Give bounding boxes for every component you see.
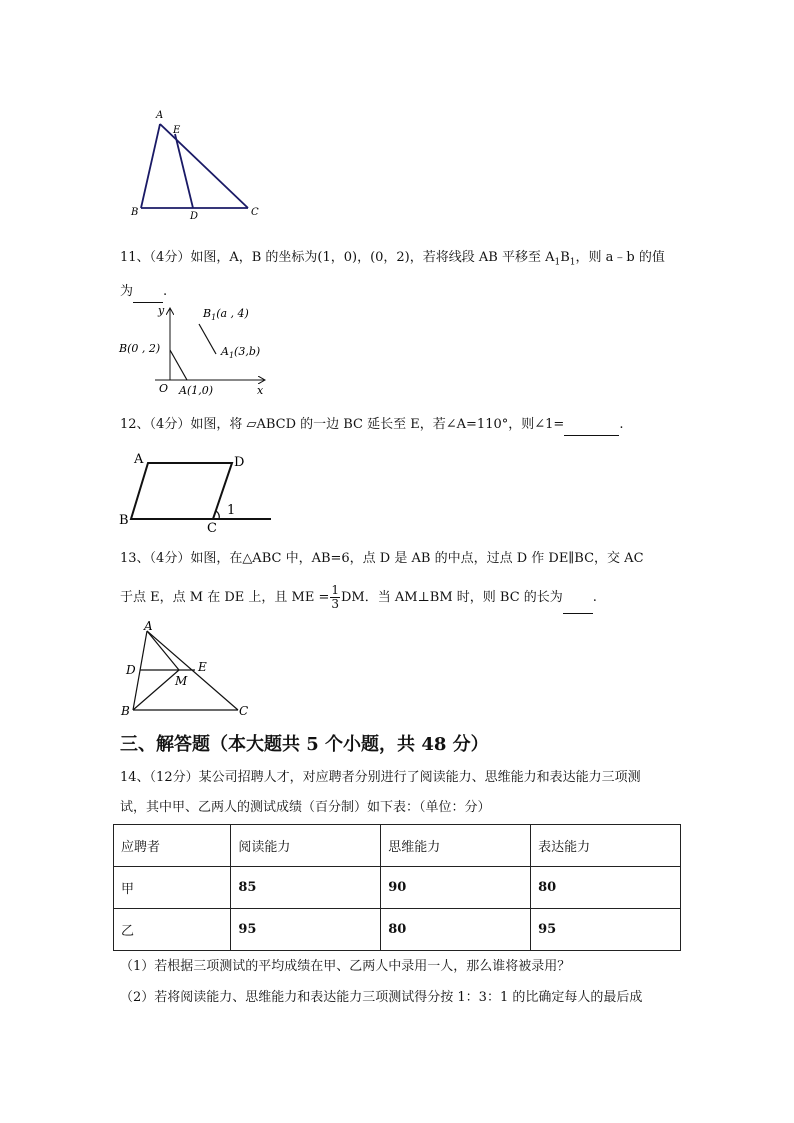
q11-end: . [163,284,168,299]
question-11-line1 [120,248,665,273]
q13-line2b: DM．当 AM⊥BM 时，则 BC 的长为 [340,590,563,605]
fig12-label-angle-1: 1 [227,503,236,518]
fig11-label-b1: $B_1(a$ , 4) [203,307,249,322]
table-header-cell: 思维能力 [381,825,531,867]
table-header-cell: 应聘者 [114,825,231,867]
question-14-part2: （2）若将阅读能力、思维能力和表达能力三项测试得分按 1：3：1 的比确定每人的最后成 [120,990,643,1005]
fig10-label-b: B [131,207,139,218]
table-cell: 80 [381,909,531,951]
table-header-row [114,825,681,867]
fig13-label-m: M [175,674,188,688]
fig10-label-d: D [190,211,199,222]
table-cell: 95 [531,909,681,951]
q14-line2: 试，其中甲、乙两人的测试成绩（百分制）如下表：（单位：分） [120,800,491,815]
question-12 [120,415,623,436]
table-row [114,867,681,909]
fig12-label-b: B [119,513,129,528]
table-cell: 95 [231,909,381,951]
q13-line1: 13、（4分）如图，在△ABC 中，AB=6，点 D 是 AB 的中点，过点 D 作 DE∥BC，交 AC [120,551,644,566]
fig11-label-b: B(0 , 2) [119,342,161,355]
fig13-label-c: C [239,704,249,718]
parallelogram-figure-q12 [115,448,275,536]
answer-blank-q13[interactable] [563,583,593,614]
table-cell-name: 乙 [114,909,231,951]
question-13-line2 [120,583,597,614]
fig12-label-c: C [207,521,217,536]
fig11-label-a1: $A_1(3,b)$ [221,345,261,360]
coordinate-figure-q11 [115,300,275,400]
table-cell: 85 [231,867,381,909]
table-header-cell: 表达能力 [531,825,681,867]
table-cell: 80 [531,867,681,909]
fig10-label-a: A [156,110,164,121]
question-14-line2 [120,798,491,818]
q13-end: . [592,590,597,605]
q11-sub-a1: 1 [554,257,561,268]
fig10-label-c: C [251,207,259,218]
table-header-cell: 阅读能力 [231,825,381,867]
table-row [114,909,681,951]
fraction-numerator: 1 [331,583,339,597]
fig10-label-e: E [173,125,181,136]
question-13-line1 [120,549,644,569]
question-14-line1 [120,768,641,788]
fraction-denominator: 3 [331,597,339,611]
fig13-label-a: A [144,619,153,633]
table-cell-name: 甲 [114,867,231,909]
fig13-label-d: D [126,663,136,677]
section-heading: 三、解答题（本大题共 5 个小题，共 48 分） [120,734,489,755]
fig12-label-d: D [234,455,245,470]
fig11-label-o: O [159,382,169,395]
q13-line2a: 于点 E，点 M 在 DE 上，且 ME = [120,590,330,605]
q12-end: . [619,417,624,432]
q14-line1: 14、（12分）某公司招聘人才，对应聘者分别进行了阅读能力、思维能力和表达能力三项测 [120,770,641,785]
fraction-one-third [330,584,340,611]
q11-b: B [560,250,570,265]
q11-text: 11、（4分）如图，A，B 的坐标为(1，0)，(0，2)，若将线段 AB 平移至 A [120,250,555,265]
q11-tail: ，则 a﹣b 的值 [575,250,665,265]
triangle-figure-q10 [125,108,265,223]
answer-blank-q12[interactable] [564,415,619,436]
fig13-label-e: E [198,660,207,674]
q11-line2: 为 [120,284,134,299]
q11-sub-b1: 1 [569,257,576,268]
fig13-label-b: B [121,704,130,718]
triangle-figure-q13 [115,617,255,719]
question-14-part1: （1）若根据三项测试的平均成绩在甲、乙两人中录用一人，那么谁将被录用？ [120,959,571,974]
fig12-label-a: A [134,452,144,467]
scores-table [113,824,681,951]
q12-text: 12、（4分）如图，将 ▱ABCD 的一边 BC 延长至 E，若∠A=110°，则∠1= [120,417,565,432]
fig11-label-a: A(1,0) [179,384,214,397]
fig11-label-x: x [257,384,264,397]
fig11-label-y: y [158,304,165,317]
table-cell: 90 [381,867,531,909]
